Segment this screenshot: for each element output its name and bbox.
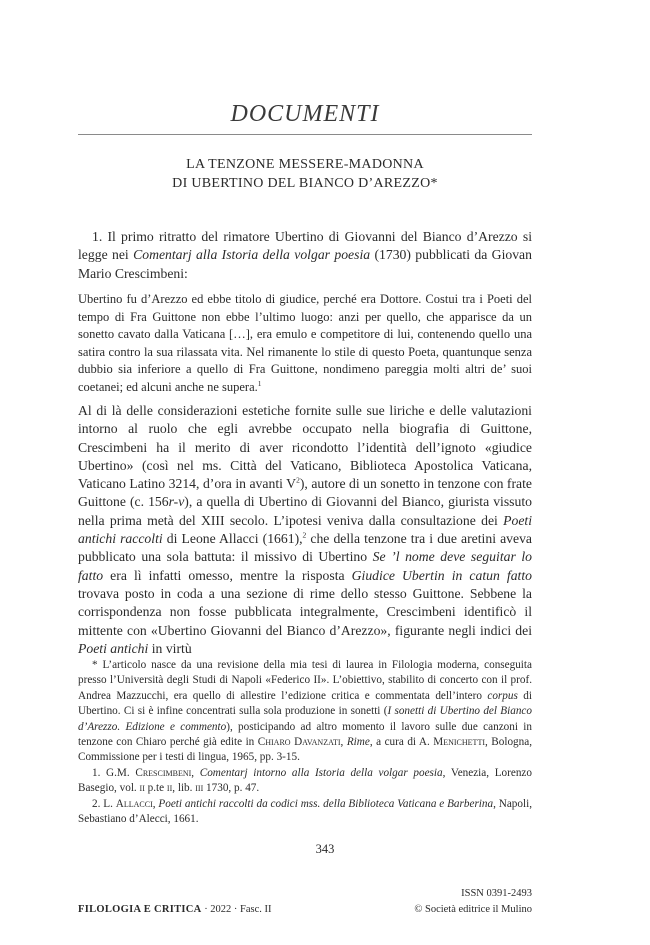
footnote-star-text-a: * L’articolo nasce da una revisione della mia tesi di laurea in Filologia moderna, conseguita presso l’Università degli Studi di Napoli «Federico II». L’obiettivo, stabilito di concerto con il prof. Andrea Mazzucchi, era quello di allestire l’edizione critica e commentata dell’intero: [78, 659, 532, 702]
footnote-star: [78, 658, 532, 766]
paragraph-2-italic-e: Poeti antichi raccolti: [78, 512, 532, 547]
paragraph-2-italic-c: r-v: [168, 494, 185, 510]
footnote-star-text-e: ), posticipando ad altro momento il lavoro sulle due canzoni in tenzone con Chiaro perché già edite in: [78, 720, 532, 749]
paragraph-2-text-g: che della tenzone tra i due aretini aveva pubblicato una sola battuta: il missivo di Ubertino: [78, 531, 532, 565]
footnote-1-smallcaps-j: iii: [195, 782, 204, 795]
paragraph-2-text-f: di Leone Allacci (1661),: [162, 531, 303, 547]
paragraph-2-text-d: ), a quella di Ubertino di Giovanni del Bianco, giurista vissuto nella prima metà del XIII secolo. L’ipotesi veniva dalla consultazione dei: [78, 494, 532, 528]
issn: ISSN 0391-2493: [461, 888, 532, 899]
article-title-line-2: DI UBERTINO DEL BIANCO D’AREZZO*: [172, 176, 438, 191]
page-number: 343: [315, 842, 335, 856]
footnote-1-italic-d: Comentarj intorno alla Istoria della volgar poesia: [199, 766, 443, 779]
paragraph-2-text-i: era lì infatti omesso, mentre la risposta: [103, 567, 352, 583]
footnote-ref-1: 1: [257, 378, 262, 388]
footnote-star-text-g: ,: [340, 736, 347, 749]
publisher: © Società editrice il Mulino: [414, 904, 532, 915]
footnote-star-italic-b: corpus: [487, 689, 518, 702]
block-quote: [78, 291, 532, 397]
paragraph-1: [78, 228, 532, 283]
footnote-1-text-e: , Venezia, Lorenzo Basegio, vol.: [78, 766, 532, 795]
journal-issue: · 2022 · Fasc. II: [201, 904, 272, 915]
footnote-star-smallcaps-j: Menichetti: [433, 736, 485, 749]
footnote-1-text-g: p.te: [144, 782, 167, 795]
footnote-star-text-i: , a cura di A.: [369, 736, 434, 749]
paragraph-1-title-italic: Comentarj alla Istoria della volgar poesia: [133, 247, 371, 263]
footnote-star-italic-d: I sonetti di Ubertino del Bianco d’Arezzo. Edizione e commento: [78, 705, 532, 733]
paragraph-2-italic-l: Poeti antichi: [78, 640, 149, 656]
footnote-1-text-k: 1730, p. 47.: [203, 782, 260, 795]
footnote-1-text-i: , lib.: [172, 782, 196, 795]
article-title-line-1: LA TENZONE MESSERE-MADONNA: [186, 157, 424, 172]
footnote-1-smallcaps-b: Crescimbeni: [135, 766, 192, 779]
footnote-star-text-c: di Ubertino. Ci si è infine concentrati sulla sola produzione in sonetti (: [78, 689, 532, 718]
paragraph-2-text-k: trovava posto in coda a una sezione di rime dello stesso Guittone. Sebbene la corrispondenza non fosse pubblicata integralmente, Crescimbeni identificò il mittente con «Ubertino Giovanni del Bianco d’Arezzo», figurante negli indici dei: [78, 585, 532, 638]
paragraph-2-italic-h: Se ’l nome deve seguitar lo fatto: [78, 549, 533, 583]
footnote-2-text-c: ,: [152, 797, 159, 810]
footnote-1: [78, 766, 532, 797]
journal-line: [78, 904, 272, 915]
footnote-2-text-e: , Napoli, Sebastiano d’Alecci, 1661.: [78, 797, 533, 826]
footnote-1-text-c: ,: [191, 766, 200, 779]
paragraph-2-text-b: ), autore di un sonetto in tenzone con frate Guittone (c. 156: [78, 476, 532, 510]
block-quote-text: Ubertino fu d’Arezzo ed ebbe titolo di giudice, perché era Dottore. Costui tra i Poeti del tempo di Fra Guittone non ebbe l’ultimo luogo: anzi per quello, che apparisce da un sonetto cavato dalla Vaticana […], era emulo e competitore di lui, contenendo quello una satira contro la sua rilassata vita. Nel rimanente lo stile di questo Poeta, quantunque senza dubbio sia inferiore a quello di Fra Guittone, nondimeno pareggia molti altri de’ suoi coetanei; ed alcuni anche ne supera.: [78, 292, 532, 394]
paragraph-2-text-m: in virtù: [148, 640, 192, 656]
footnote-2-smallcaps-b: Allacci: [115, 797, 153, 810]
manuscript-superscript: 2: [296, 475, 300, 485]
footnote-2: [78, 797, 532, 828]
footnote-star-smallcaps-f: Chiaro Davanzati: [257, 736, 341, 749]
paragraph-2-italic-j: Giudice Ubertin in catun fatto: [351, 567, 532, 583]
paragraph-2-text-a: Al di là delle considerazioni estetiche fornite sulle sue liriche e delle valutazioni intorno al ruolo che egli avrebbe occupato nella biografia di Guittone, Crescimbeni ha il merito di aver ricondotto l’identità dell’ignoto «giudice Ubertino» (così nel ms. Città del Vaticano, Biblioteca Apostolica Vaticana, Vaticano Latino 3214, d’ora in avanti V: [78, 403, 532, 492]
title-rule: [78, 134, 532, 135]
footnote-star-text-k: , Bologna, Commissione per i testi di lingua, 1965, pp. 3-15.: [78, 736, 532, 764]
paragraph-2: [78, 402, 532, 658]
section-title: DOCUMENTI: [230, 101, 380, 127]
journal-name: FILOLOGIA E CRITICA: [78, 904, 202, 915]
footnote-2-text-a: 2. L.: [92, 797, 116, 810]
footnote-1-smallcaps-f: ii: [139, 782, 145, 795]
footnote-ref-2: 2: [302, 530, 307, 540]
footnote-star-italic-h: Rime: [346, 736, 370, 749]
paragraph-1-text-a: 1. Il primo ritratto del rimatore Ubertino di Giovanni del Bianco d’Arezzo si legge nei: [78, 229, 532, 263]
paragraph-1-text-c: (1730) pubblicati da Giovan Mario Crescimbeni:: [78, 247, 532, 281]
footnote-1-smallcaps-h: ii: [166, 782, 173, 795]
footnote-1-text-a: 1. G.M.: [92, 766, 136, 779]
footnote-2-italic-d: Poeti antichi raccolti da codici mss. della Biblioteca Vaticana e Barberina: [158, 797, 494, 810]
footnotes: [78, 658, 532, 827]
article-title: [78, 155, 532, 193]
